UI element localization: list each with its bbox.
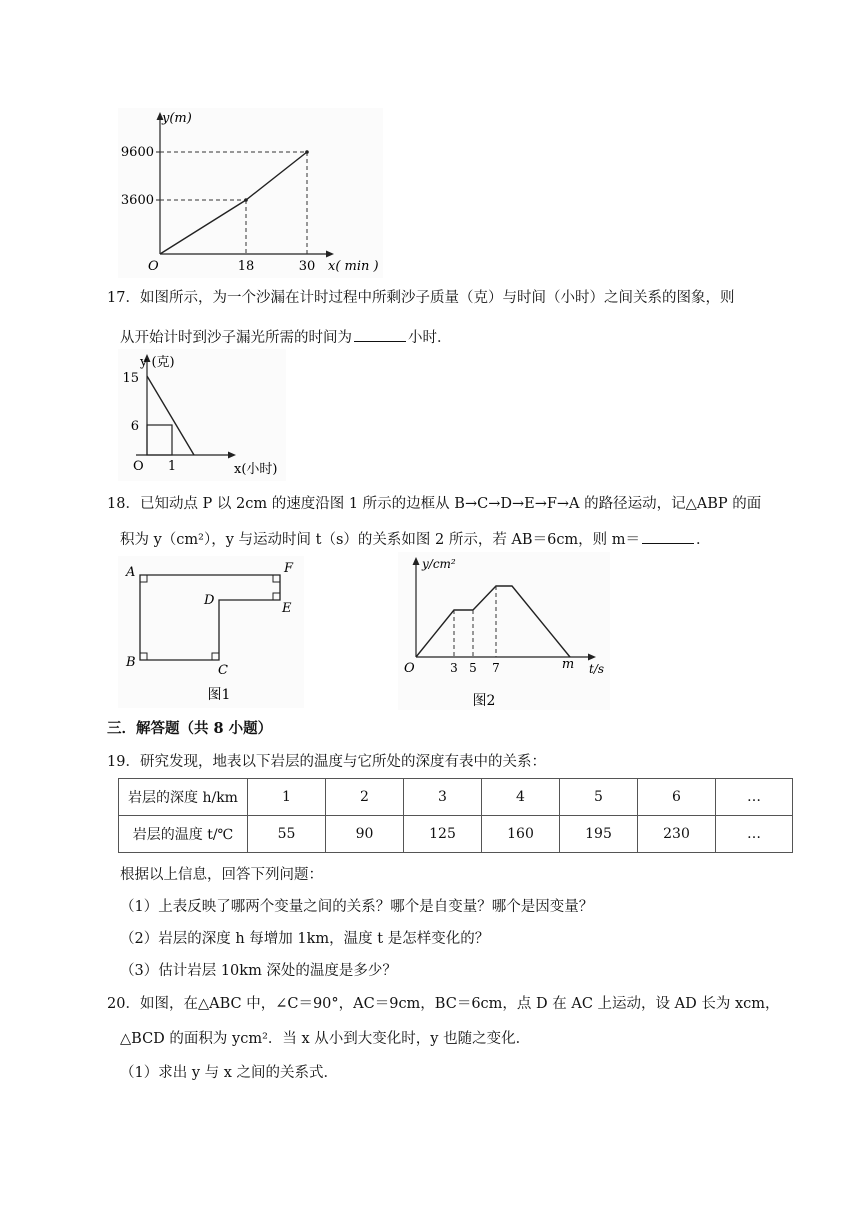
label-A: A: [126, 565, 136, 580]
figure1-path: [118, 556, 304, 708]
figure2-area-time-chart: [398, 552, 610, 710]
label-C: C: [218, 663, 228, 678]
y-axis-label: y/cm²: [422, 557, 456, 571]
q19-part2: （2）岩层的深度 h 每增加 1km，温度 t 是怎样变化的？: [120, 931, 490, 947]
row-header-depth: 岩层的深度 h/km: [119, 779, 248, 816]
table-cell: 6: [638, 779, 716, 816]
table-cell: 55: [248, 816, 326, 853]
table-cell: 4: [482, 779, 560, 816]
origin-label: O: [133, 459, 144, 474]
q19-intro-line: [107, 752, 546, 772]
label-B: B: [126, 655, 136, 670]
q18-text3: ．: [696, 532, 711, 548]
q17-text2: 从开始计时到沙子漏光所需的时间为: [120, 330, 352, 346]
x-tick-7: 7: [492, 661, 500, 675]
q19-intro: 研究发现，地表以下岩层的温度与它所处的深度有表中的关系：: [139, 754, 546, 770]
q20-text: 如图，在△ABC 中，∠C＝90°，AC＝9cm，BC＝6cm，点 D 在 AC 上运动，设 AD 长为 xcm，: [139, 996, 780, 1012]
q17-answer-blank[interactable]: [354, 327, 406, 342]
q19-part1: （1）上表反映了哪两个变量之间的关系？哪个是自变量？哪个是因变量？: [120, 899, 594, 915]
table-cell: 5: [560, 779, 638, 816]
table-cell: 160: [482, 816, 560, 853]
y-tick-15: 15: [122, 371, 139, 386]
table-cell: 3: [404, 779, 482, 816]
q18-line2: [120, 529, 711, 550]
y-tick-6: 6: [130, 419, 139, 434]
q17-line2: [120, 327, 452, 348]
q17-text: 如图所示，为一个沙漏在计时过程中所剩沙子质量（克）与时间（小时）之间关系的图象，则: [139, 290, 735, 306]
distance-time-chart: [118, 108, 383, 278]
x-tick-3: 3: [450, 661, 458, 675]
table-cell: 230: [638, 816, 716, 853]
q19-lead: 根据以上信息，回答下列问题：: [120, 867, 323, 883]
x-tick-18: 18: [237, 259, 255, 274]
x-tick-5: 5: [469, 661, 477, 675]
figure2-caption: 图2: [472, 693, 496, 709]
data-point-30: [305, 150, 309, 154]
q18-line1: [107, 494, 761, 514]
q17-text3: 小时．: [408, 330, 452, 346]
y-tick-3600: 3600: [120, 193, 154, 208]
label-F: F: [284, 561, 294, 576]
q20-number: 20．: [107, 996, 140, 1012]
x-axis-label: t/s: [589, 662, 605, 676]
table-cell: …: [716, 779, 793, 816]
table-cell: 1: [248, 779, 326, 816]
origin-label: O: [404, 661, 415, 676]
q20-line2: △BCD 的面积为 ycm²．当 x 从小到大变化时，y 也随之变化．: [120, 1031, 531, 1047]
q18-number: 18．: [107, 496, 140, 512]
data-point-18: [244, 198, 248, 202]
table-cell: …: [716, 816, 793, 853]
q18-answer-blank[interactable]: [642, 529, 694, 544]
table-cell: 90: [326, 816, 404, 853]
row-header-temperature: 岩层的温度 t/℃: [119, 816, 248, 853]
y-axis-label: y(m): [162, 111, 192, 126]
table-row: [119, 779, 793, 816]
q19-number: 19．: [107, 754, 140, 770]
x-axis-label: x(小时): [234, 462, 278, 477]
origin-label: O: [148, 259, 159, 274]
x-tick-1: 1: [167, 459, 177, 474]
section-heading: 三．解答题（共 8 小题）: [107, 720, 273, 737]
label-E: E: [282, 601, 292, 616]
label-D: D: [204, 593, 215, 608]
x-axis-label: x( min ): [328, 259, 379, 274]
q19-part3: （3）估计岩层 10km 深处的温度是多少？: [120, 963, 397, 979]
q18-text: 已知动点 P 以 2cm 的速度沿图 1 所示的边框从 B→C→D→E→F→A 的路径运动，记△ABP 的面: [139, 496, 762, 512]
table-cell: 2: [326, 779, 404, 816]
y-tick-9600: 9600: [120, 145, 154, 160]
sand-glass-chart: [118, 349, 286, 481]
figure1-caption: 图1: [207, 687, 231, 703]
q20-line1: [107, 994, 780, 1014]
q20-part1: （1）求出 y 与 x 之间的关系式．: [120, 1065, 339, 1081]
table-cell: 195: [560, 816, 638, 853]
x-tick-30: 30: [298, 259, 316, 274]
x-tick-m: m: [561, 657, 575, 672]
q17-line1: [107, 288, 734, 308]
depth-temperature-table: [118, 778, 793, 853]
y-axis-label: y (克): [140, 355, 175, 370]
table-cell: 125: [404, 816, 482, 853]
q18-text2: 积为 y（cm²），y 与运动时间 t（s）的关系如图 2 所示，若 AB＝6cm，则 m＝: [120, 532, 641, 548]
table-row: [119, 816, 793, 853]
q17-number: 17．: [107, 290, 140, 306]
